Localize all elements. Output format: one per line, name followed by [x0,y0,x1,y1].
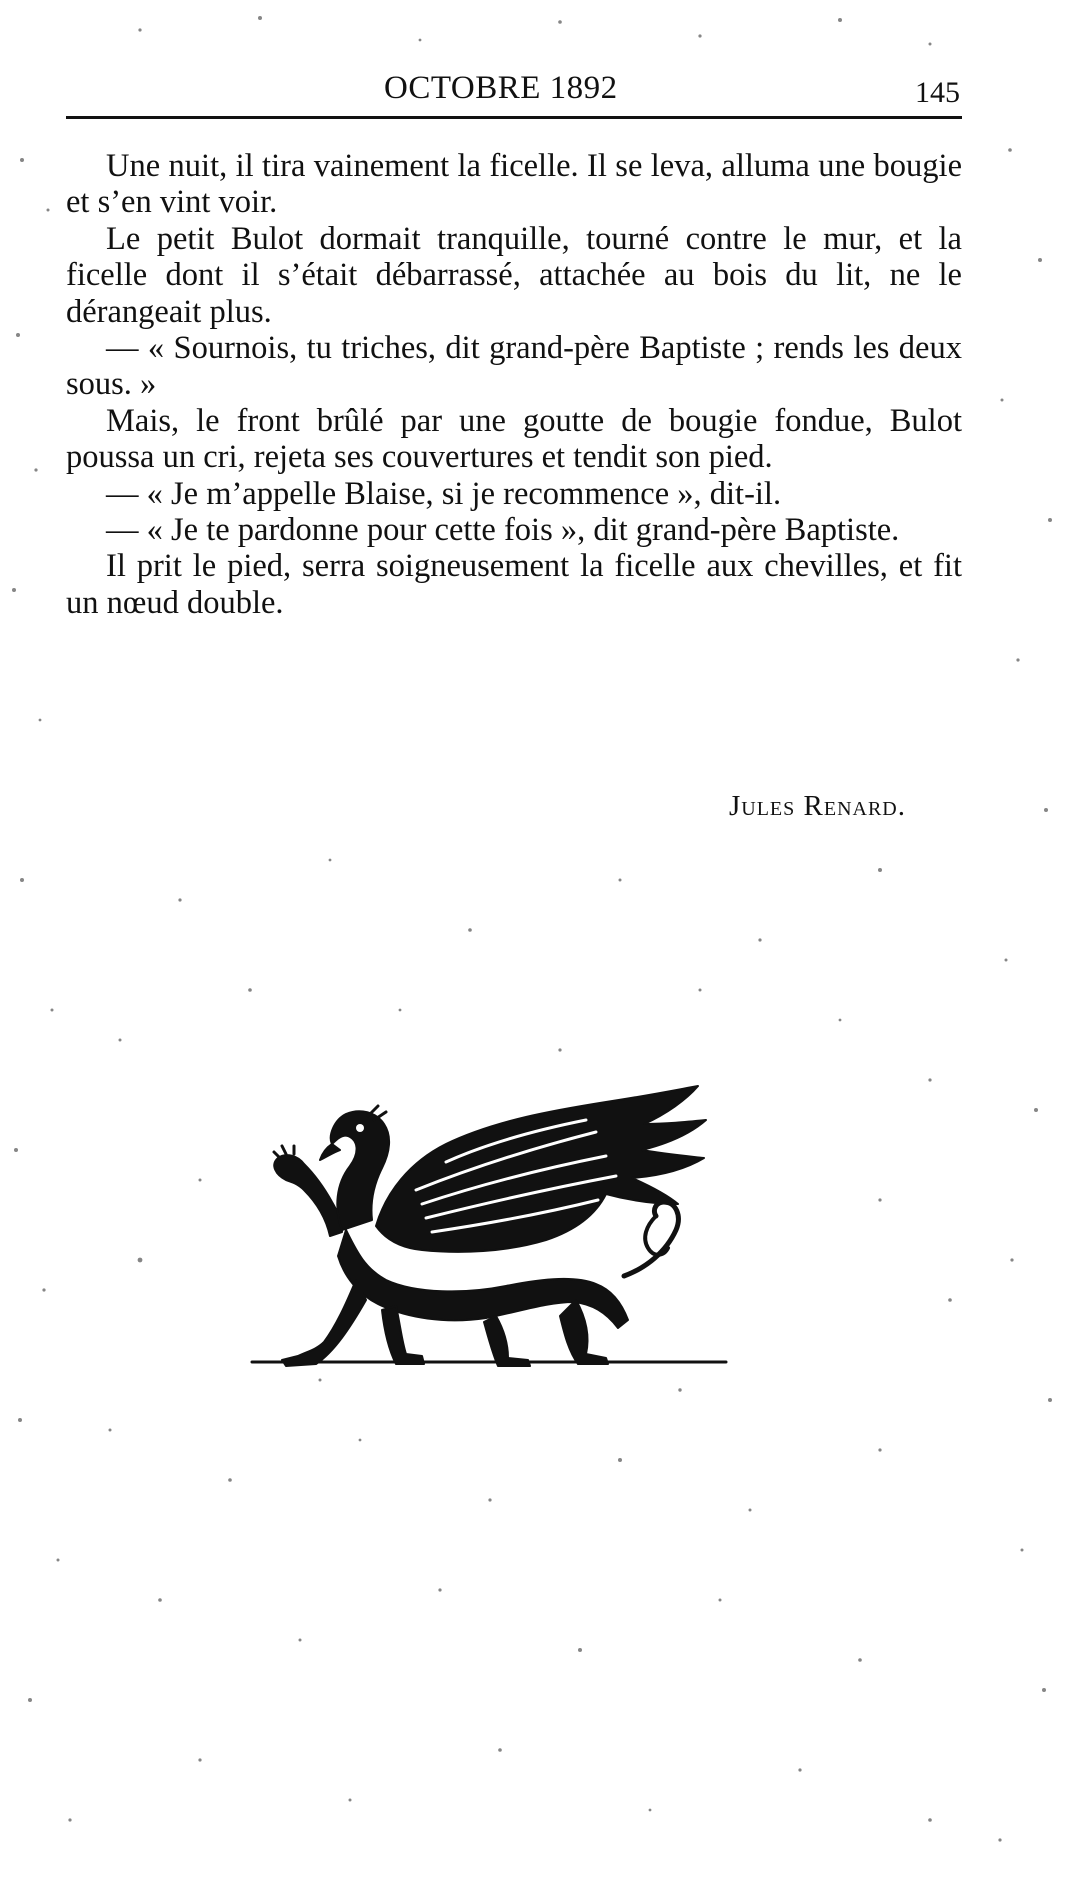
author-signature: Jules Renard. [728,790,906,822]
paragraph: — « Je te pardonne pour cette fois », dit grand-père Baptiste. [106,512,900,549]
paragraph: Le petit Bulot dormait tranquille, tourné contre le mur, et la ficelle dont il s’était débarrassé, attachée au bois du lit, ne le dérangeait plus. [66,220,962,330]
griffin-vignette-icon [246,1080,786,1380]
paragraph: — « Je m’appelle Blaise, si je recommence », dit-il. [106,475,782,512]
running-head [66,66,962,118]
running-title: OCTOBRE 1892 [384,70,618,106]
paragraph: — « Sournois, tu triches, dit grand-père Baptiste ; rends les deux sous. » [66,330,962,403]
paragraph: Il prit le pied, serra soigneusement la ficelle aux chevilles, et fit un nœud double. [66,548,962,621]
paragraph: Une nuit, il tira vainement la ficelle. Il se leva, alluma une bougie et s’en vint voir. [66,148,962,221]
page-number: 145 [915,76,960,109]
story-text [66,148,962,621]
header-rule [66,116,962,119]
paragraph: Mais, le front brûlé par une goutte de bougie fondue, Bulot poussa un cri, rejeta ses couvertures et tendit son pied. [66,402,962,476]
